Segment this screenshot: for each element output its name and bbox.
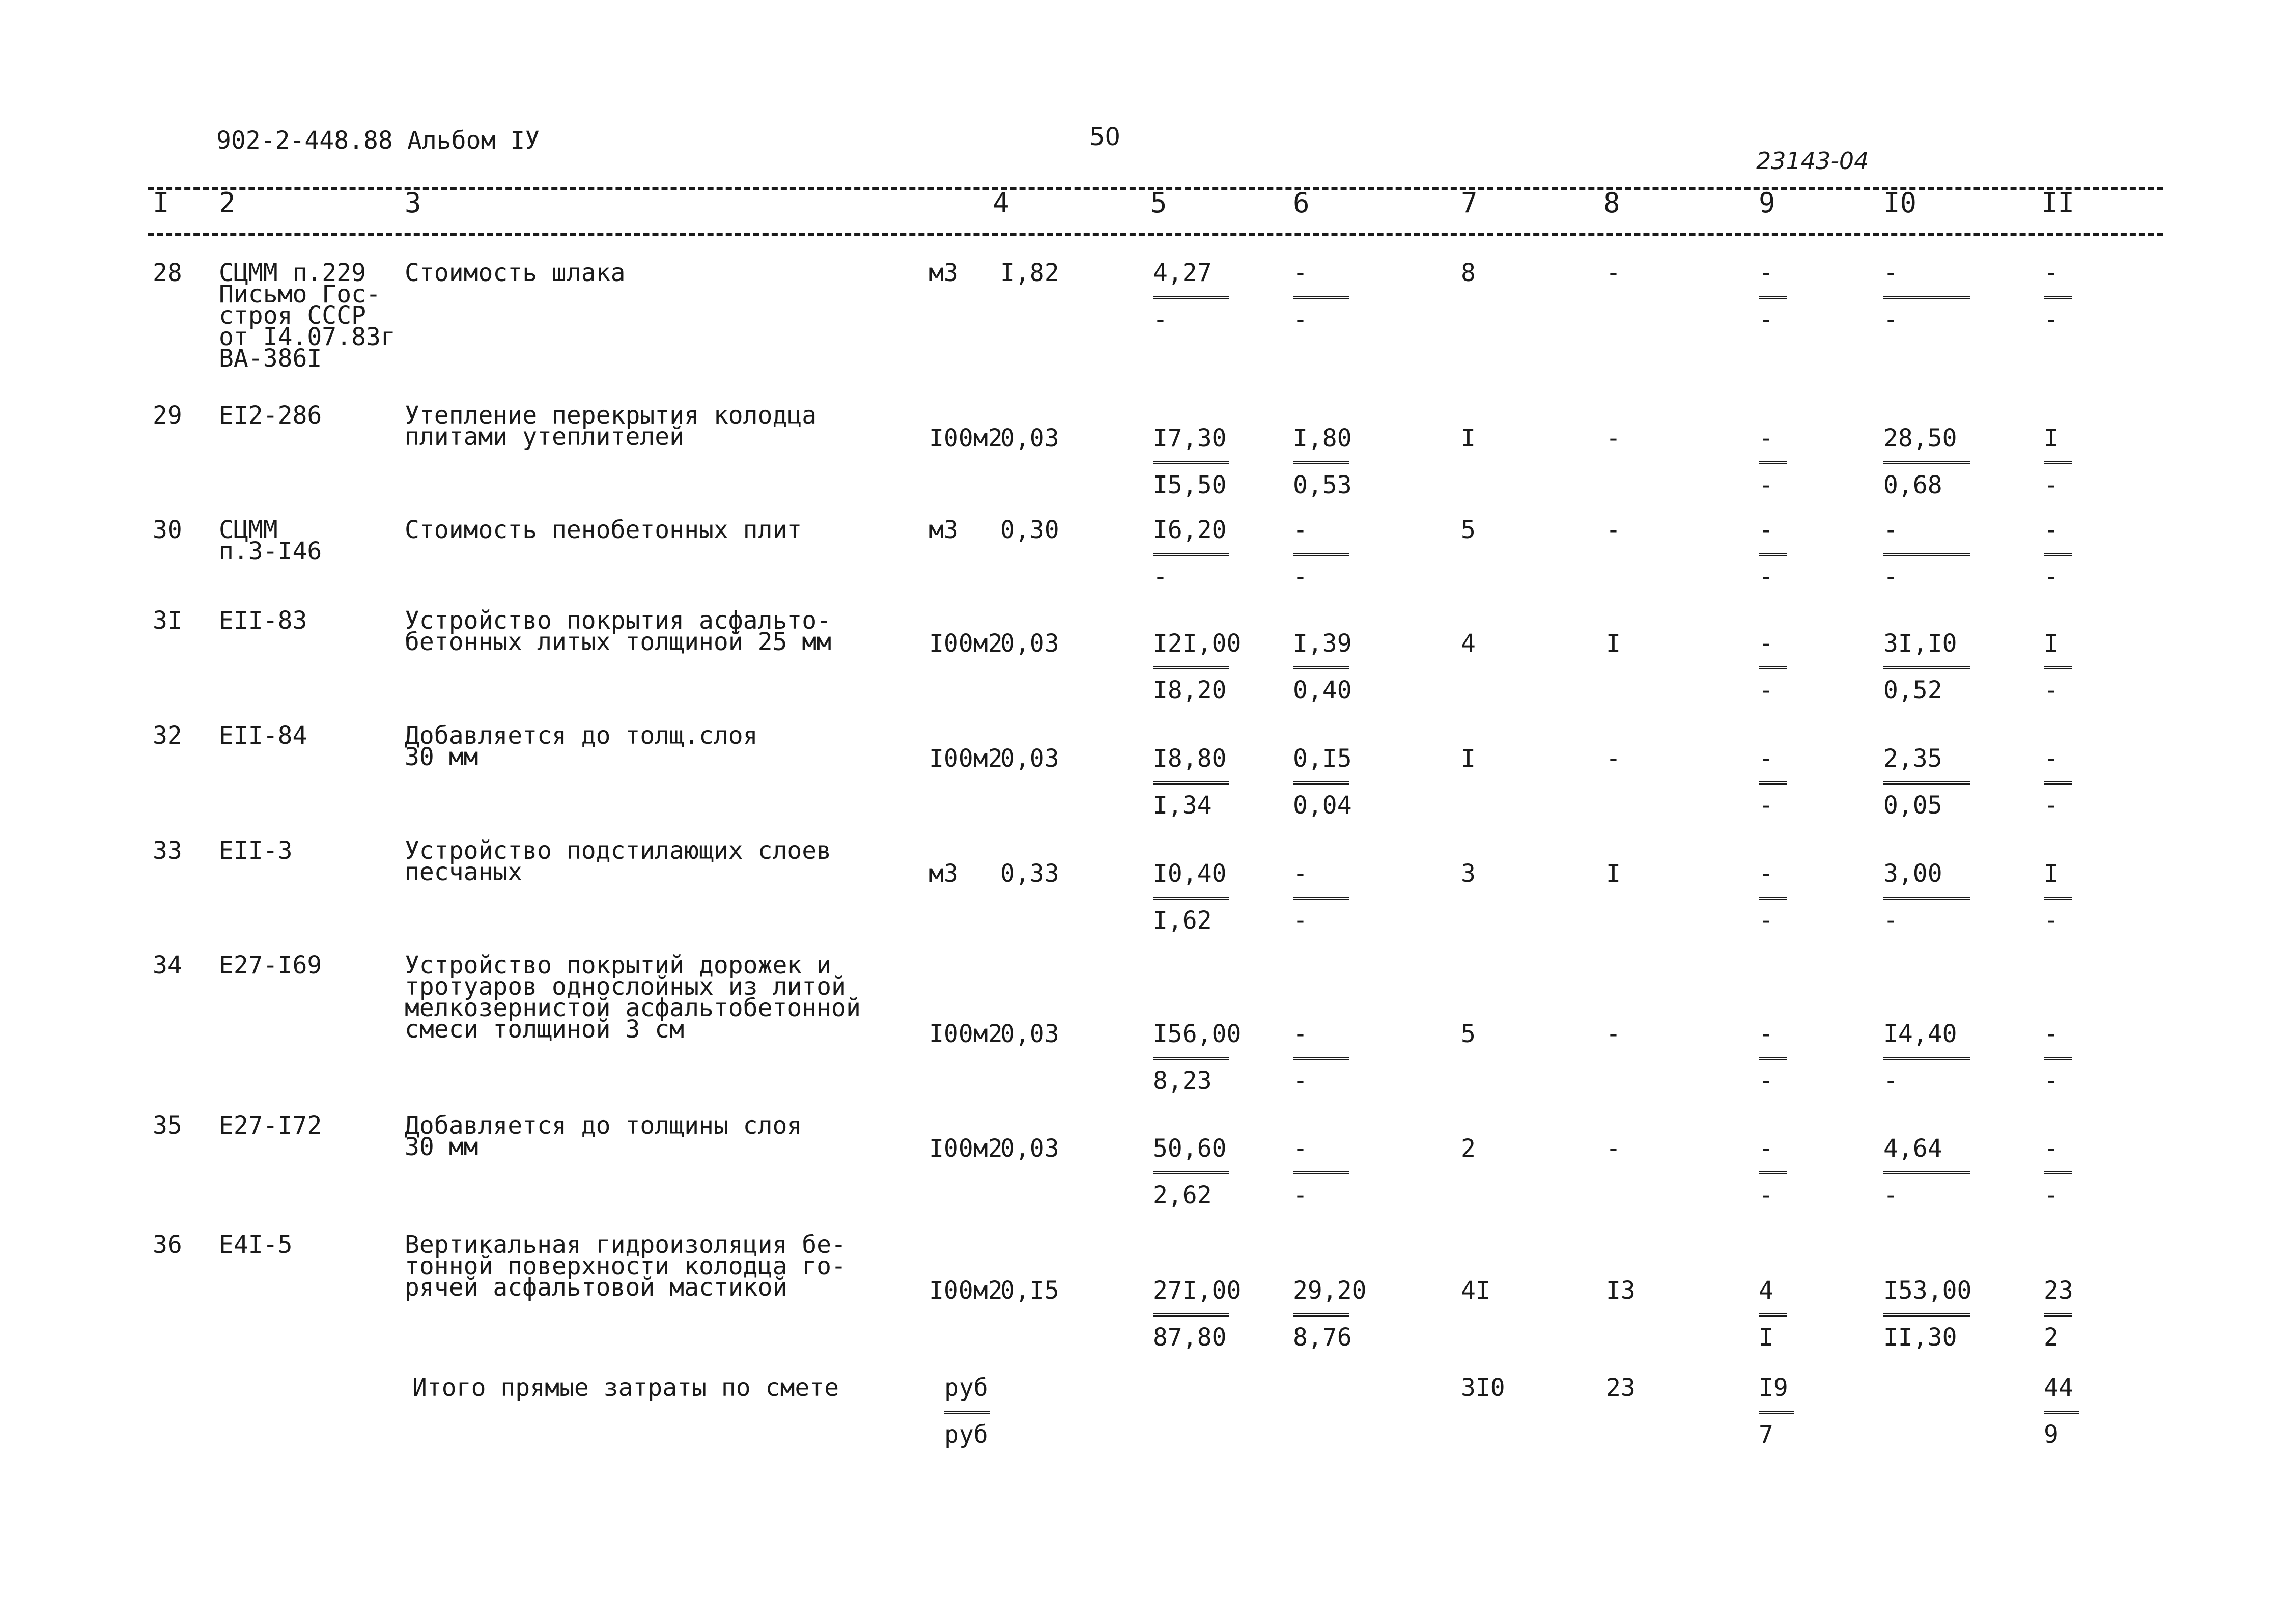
work-name: Утепление перекрытия колодца плитами утеплителей [405,401,817,451]
cost-total-bar [1153,461,1229,464]
cost-wages [1293,629,1352,705]
labor-total-bar [1883,296,1970,299]
labor-total-bar [1883,1057,1970,1060]
norm-code: EII-83 [219,606,307,635]
labor-total-numerator: I4,40 [1883,1020,1957,1048]
cost-materials: 5 [1461,516,1476,544]
labor-total-denominator: - [1883,305,1898,334]
cost-wages-bar [1293,1057,1349,1060]
cost-wages [1293,1134,1349,1210]
labor-workers-bar [1759,897,1787,900]
cost-total-denominator: - [1153,563,1168,591]
norm-code: СЦММ п.229 Письмо Гос- строя СССР от I4.07.83г ВА-386I [219,259,396,373]
column-header-9: 9 [1759,187,1775,219]
column-header-1: I [153,187,170,219]
labor-total-numerator: 3I,I0 [1883,629,1957,658]
unit: I00м2 [929,744,1003,773]
cost-total-numerator: 27I,00 [1153,1276,1242,1305]
cost-wages-denominator: - [1293,1181,1308,1210]
labor-total [1883,516,1970,591]
labor-workers-bar [1759,1057,1787,1060]
cost-materials: 4I [1461,1276,1490,1305]
cost-total [1153,629,1242,705]
labor-machinists [2044,859,2072,935]
page-number: 50 [1089,123,1121,151]
labor-machinists-bar [2044,781,2072,785]
cost-wages-numerator: I,39 [1293,629,1352,658]
labor-total [1883,859,1970,935]
cost-total-denominator: I,34 [1153,791,1212,820]
labor-total [1883,1134,1970,1210]
labor-workers-denominator: - [1759,791,1773,820]
labor-workers [1759,629,1787,705]
labor-workers-denominator: - [1759,1067,1773,1095]
cost-wages-denominator: - [1293,305,1308,334]
quantity: 0,33 [1000,859,1059,888]
labor-total-denominator: 0,68 [1883,471,1942,499]
labor-total [1883,744,1970,820]
cost-wages-bar [1293,553,1349,556]
cost-machines: - [1606,516,1621,544]
labor-total-bar [1883,1171,1970,1174]
norm-code: EI2-286 [219,401,322,430]
cost-wages-numerator: - [1293,859,1308,888]
labor-machinists-denominator: 2 [2044,1323,2059,1352]
labor-machinists-denominator: - [2044,305,2059,334]
labor-total-denominator: - [1883,1181,1898,1210]
labor-total-denominator: 0,52 [1883,676,1942,705]
labor-machinists-denominator: - [2044,1067,2059,1095]
cost-wages-bar [1293,296,1349,299]
labor-total-numerator: 4,64 [1883,1134,1942,1163]
row-number: 32 [153,721,182,750]
cost-machines: I3 [1606,1276,1636,1305]
labor-workers-bar [1759,1171,1787,1174]
column-header-10: I0 [1883,187,1917,219]
labor-total-numerator: I53,00 [1883,1276,1972,1305]
cost-wages [1293,424,1352,499]
labor-workers-bar [1759,781,1787,785]
labor-workers [1759,859,1787,935]
cost-materials: 2 [1461,1134,1476,1163]
cost-total-denominator: 8,23 [1153,1067,1212,1095]
cost-materials: 8 [1461,259,1476,287]
unit: I00м2 [929,1134,1003,1163]
cost-total-bar [1153,666,1229,669]
cost-wages [1293,259,1349,334]
cost-total-numerator: 50,60 [1153,1134,1227,1163]
cost-total-denominator: - [1153,305,1168,334]
labor-workers-denominator: - [1759,305,1773,334]
inventory-stamp: 23143-04 [1756,147,1869,175]
labor-workers-denominator: - [1759,471,1773,499]
labor-machinists-numerator: I [2044,859,2059,888]
cost-total-numerator: I2I,00 [1153,629,1242,658]
row-number: 3I [153,606,182,635]
labor-total [1883,1020,1970,1095]
cost-machines: - [1606,744,1621,773]
labor-total-bar [1883,781,1970,785]
total-labor-machinists-denominator: 9 [2044,1420,2059,1449]
total-labor-machinists [2044,1374,2079,1449]
labor-machinists [2044,744,2072,820]
labor-total-numerator: - [1883,516,1898,544]
labor-total-bar [1883,897,1970,900]
labor-machinists-numerator: 23 [2044,1276,2073,1305]
row-number: 35 [153,1111,182,1140]
labor-workers-numerator: - [1759,516,1773,544]
labor-machinists [2044,1134,2072,1210]
labor-total-bar [1883,1313,1970,1317]
labor-machinists-bar [2044,461,2072,464]
labor-workers-bar [1759,553,1787,556]
cost-wages [1293,1276,1367,1352]
cost-wages-numerator: - [1293,1020,1308,1048]
album-label: Альбом IУ [407,126,540,155]
cost-total-denominator: I8,20 [1153,676,1227,705]
labor-total-bar [1883,666,1970,669]
labor-machinists-numerator: I [2044,629,2059,658]
cost-total-bar [1153,296,1229,299]
labor-total [1883,424,1970,499]
cost-total [1153,1020,1242,1095]
total-unit-bar [944,1411,990,1414]
labor-machinists-bar [2044,1057,2072,1060]
cost-total-bar [1153,1057,1229,1060]
quantity: I,82 [1000,259,1059,287]
cost-wages-numerator: 0,I5 [1293,744,1352,773]
labor-workers-numerator: - [1759,1020,1773,1048]
labor-total-numerator: 2,35 [1883,744,1942,773]
quantity: 0,03 [1000,1020,1059,1048]
cost-materials: 4 [1461,629,1476,658]
cost-total-bar [1153,897,1229,900]
unit: м3 [929,259,958,287]
cost-machines: - [1606,259,1621,287]
labor-machinists-denominator: - [2044,1181,2059,1210]
document-code: 902-2-448.88 [216,126,393,155]
labor-machinists [2044,629,2072,705]
labor-machinists [2044,259,2072,334]
quantity: 0,03 [1000,1134,1059,1163]
labor-machinists-bar [2044,897,2072,900]
labor-workers [1759,1020,1787,1095]
labor-total-bar [1883,553,1970,556]
labor-machinists-numerator: - [2044,1134,2059,1163]
norm-code: EII-3 [219,836,293,865]
labor-machinists-numerator: - [2044,516,2059,544]
labor-machinists-denominator: - [2044,676,2059,705]
column-header-8: 8 [1603,187,1620,219]
labor-workers [1759,516,1787,591]
norm-code: EII-84 [219,721,307,750]
unit: I00м2 [929,1020,1003,1048]
cost-wages-bar [1293,461,1349,464]
cost-total-bar [1153,553,1229,556]
labor-machinists [2044,1020,2072,1095]
cost-total-numerator: I8,80 [1153,744,1227,773]
labor-workers-numerator: - [1759,1134,1773,1163]
header-rule-bottom [148,233,2163,236]
work-name: Стоимость пенобетонных плит [405,516,802,544]
cost-wages-numerator: - [1293,516,1308,544]
cost-wages-bar [1293,666,1349,669]
cost-wages-bar [1293,781,1349,785]
column-header-5: 5 [1150,187,1167,219]
total-labor-workers-numerator: I9 [1759,1374,1788,1402]
labor-total-numerator: 28,50 [1883,424,1957,453]
labor-machinists-bar [2044,1171,2072,1174]
quantity: 0,03 [1000,744,1059,773]
labor-workers-numerator: - [1759,629,1773,658]
labor-workers-bar [1759,666,1787,669]
total-labor-workers-bar [1759,1411,1794,1414]
labor-total-denominator: - [1883,563,1898,591]
labor-total-numerator: 3,00 [1883,859,1942,888]
total-materials: 3I0 [1461,1374,1505,1402]
unit: I00м2 [929,629,1003,658]
total-unit [944,1374,990,1449]
column-header-3: 3 [405,187,421,219]
labor-machinists-bar [2044,1313,2072,1317]
labor-total-denominator: - [1883,1067,1898,1095]
cost-materials: 3 [1461,859,1476,888]
norm-code: СЦММ п.3-I46 [219,516,322,566]
cost-total-denominator: I,62 [1153,906,1212,935]
cost-wages [1293,859,1349,935]
total-labor-workers-denominator: 7 [1759,1420,1773,1449]
cost-wages-bar [1293,1313,1349,1317]
cost-wages-denominator: 0,40 [1293,676,1352,705]
cost-materials: I [1461,744,1476,773]
cost-total [1153,744,1229,820]
total-label: Итого прямые затраты по смете [412,1374,839,1402]
labor-workers [1759,259,1787,334]
cost-total-numerator: I56,00 [1153,1020,1242,1048]
labor-machinists-denominator: - [2044,563,2059,591]
row-number: 29 [153,401,182,430]
cost-machines: - [1606,1134,1621,1163]
work-name: Устройство покрытия асфальто- бетонных литых толщиной 25 мм [405,606,832,656]
cost-total-denominator: I5,50 [1153,471,1227,499]
cost-materials: 5 [1461,1020,1476,1048]
labor-machinists [2044,1276,2073,1352]
work-name: Устройство подстилающих слоев песчаных [405,836,832,886]
quantity: 0,03 [1000,424,1059,453]
row-number: 30 [153,516,182,544]
labor-workers [1759,1134,1787,1210]
labor-workers-denominator: I [1759,1323,1773,1352]
labor-machinists-numerator: - [2044,744,2059,773]
row-number: 33 [153,836,182,865]
cost-total-bar [1153,1171,1229,1174]
cost-wages [1293,1020,1349,1095]
labor-total [1883,1276,1972,1352]
total-unit-denominator: руб [944,1420,989,1449]
norm-code: E27-I72 [219,1111,322,1140]
labor-machinists [2044,424,2072,499]
cost-wages-denominator: - [1293,906,1308,935]
row-number: 28 [153,259,182,287]
total-machines: 23 [1606,1374,1636,1402]
norm-code: E4I-5 [219,1230,293,1259]
labor-workers-bar [1759,1313,1787,1317]
cost-machines: I [1606,629,1621,658]
labor-workers-numerator: 4 [1759,1276,1773,1305]
labor-workers-bar [1759,461,1787,464]
labor-workers [1759,744,1787,820]
cost-total [1153,259,1229,334]
labor-machinists-numerator: I [2044,424,2059,453]
cost-wages [1293,516,1349,591]
labor-workers-numerator: - [1759,859,1773,888]
cost-wages-bar [1293,897,1349,900]
norm-code: E27-I69 [219,951,322,979]
labor-machinists-numerator: - [2044,259,2059,287]
column-header-11: II [2041,187,2075,219]
cost-machines: - [1606,1020,1621,1048]
cost-machines: - [1606,424,1621,453]
quantity: 0,I5 [1000,1276,1059,1305]
labor-workers [1759,424,1787,499]
labor-total-denominator: 0,05 [1883,791,1942,820]
labor-machinists-denominator: - [2044,471,2059,499]
unit: м3 [929,859,958,888]
cost-wages [1293,744,1352,820]
labor-machinists-numerator: - [2044,1020,2059,1048]
labor-total-bar [1883,461,1970,464]
work-name: Стоимость шлака [405,259,626,287]
work-name: Вертикальная гидроизоляция бе- тонной поверхности колодца го- рячей асфальтовой мастикой [405,1230,846,1302]
column-header-7: 7 [1461,187,1478,219]
work-name: Добавляется до толщины слоя 30 мм [405,1111,802,1161]
cost-wages-numerator: I,80 [1293,424,1352,453]
cost-total-numerator: I7,30 [1153,424,1227,453]
work-name: Устройство покрытий дорожек и тротуаров однослойных из литой мелкозернистой асфальтобетонной смеси толщиной 3 см [405,951,861,1044]
cost-wages-denominator: 0,04 [1293,791,1352,820]
labor-machinists-bar [2044,553,2072,556]
labor-total-denominator: II,30 [1883,1323,1957,1352]
row-number: 36 [153,1230,182,1259]
cost-total-bar [1153,781,1229,785]
cost-total [1153,516,1229,591]
cost-total [1153,1134,1229,1210]
labor-workers-denominator: - [1759,906,1773,935]
cost-wages-bar [1293,1171,1349,1174]
cost-wages-denominator: - [1293,1067,1308,1095]
work-name: Добавляется до толщ.слоя 30 мм [405,721,758,771]
labor-total-denominator: - [1883,906,1898,935]
labor-workers-numerator: - [1759,259,1773,287]
column-header-2: 2 [219,187,236,219]
cost-machines: I [1606,859,1621,888]
cost-total-denominator: 87,80 [1153,1323,1227,1352]
labor-machinists [2044,516,2072,591]
cost-wages-denominator: 0,53 [1293,471,1352,499]
labor-workers [1759,1276,1787,1352]
cost-total-denominator: 2,62 [1153,1181,1212,1210]
cost-total [1153,1276,1242,1352]
labor-machinists-denominator: - [2044,906,2059,935]
cost-wages-numerator: 29,20 [1293,1276,1367,1305]
cost-wages-numerator: - [1293,1134,1308,1163]
labor-workers-numerator: - [1759,744,1773,773]
labor-total [1883,629,1970,705]
labor-workers-denominator: - [1759,676,1773,705]
cost-total-numerator: I6,20 [1153,516,1227,544]
labor-machinists-bar [2044,666,2072,669]
column-header-4: 4 [993,187,1009,219]
cost-total [1153,424,1229,499]
cost-wages-denominator: - [1293,563,1308,591]
cost-total [1153,859,1229,935]
total-labor-machinists-numerator: 44 [2044,1374,2073,1402]
cost-wages-numerator: - [1293,259,1308,287]
labor-machinists-denominator: - [2044,791,2059,820]
labor-total-numerator: - [1883,259,1898,287]
quantity: 0,03 [1000,629,1059,658]
column-header-6: 6 [1293,187,1310,219]
unit: I00м2 [929,1276,1003,1305]
labor-workers-denominator: - [1759,1181,1773,1210]
cost-total-numerator: I0,40 [1153,859,1227,888]
quantity: 0,30 [1000,516,1059,544]
cost-total-bar [1153,1313,1229,1317]
labor-workers-bar [1759,296,1787,299]
labor-total [1883,259,1970,334]
total-unit-numerator: руб [944,1374,989,1402]
labor-machinists-bar [2044,296,2072,299]
labor-workers-denominator: - [1759,563,1773,591]
unit: м3 [929,516,958,544]
labor-workers-numerator: - [1759,424,1773,453]
row-number: 34 [153,951,182,979]
total-labor-machinists-bar [2044,1411,2079,1414]
total-labor-workers [1759,1374,1794,1449]
cost-materials: I [1461,424,1476,453]
cost-wages-denominator: 8,76 [1293,1323,1352,1352]
cost-total-numerator: 4,27 [1153,259,1212,287]
unit: I00м2 [929,424,1003,453]
